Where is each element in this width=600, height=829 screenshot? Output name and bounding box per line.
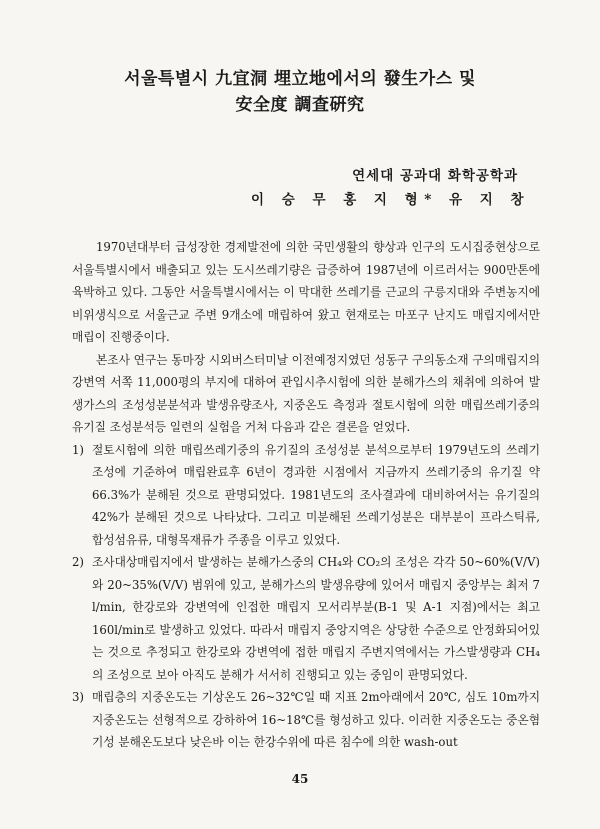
item-text: 매립층의 지중온도는 기상온도 26~32℃일 때 지표 2m아래에서 20℃, 심도 10m까지 지중온도는 선형적으로 강하하여 16~18℃를 형성하고 있다. 이러한 지중온도는 중온혐기성 분해온도보다 낮은바 이는 한강수위에 따른 침수에 의한 wash-out (92, 690, 540, 749)
item-number: 2) (72, 555, 84, 569)
item-number: 3) (72, 690, 84, 704)
page-number: 45 (291, 772, 309, 786)
result-item-3 (72, 686, 540, 754)
item-text: 조사대상매립지에서 발생하는 분해가스중의 CH₄와 CO₂의 조성은 각각 50~60%(V/V)와 20~35%(V/V) 범위에 있고, 분해가스의 발생유량에 있어서 매립지 중앙부는 최저 7 l/min, 한강로와 강변역에 인접한 매립지 모서리부분(B-1 및 A-1 지점)에서는 최고 160l/min로 발생하고 있었다. 따라서 매립지 중앙지역은 상당한 수준으로 안정화되어있는 것으로 추정되고 한강로와 강변역에 접한 매립지 주변지역에서는 가스발생량과 CH₄의 조성으로 보아 아직도 분해가 서서히 진행되고 있는 중임이 판명되었다. (92, 555, 540, 682)
paragraph-intro: 1970년대부터 급성장한 경제발전에 의한 국민생활의 향상과 인구의 도시집중현상으로 서울특별시에서 배출되고 있는 도시쓰레기량은 급증하여 1987년에 이르러서는 900만톤에 육박하고 있다. 그동안 서울특별시에서는 이 막대한 쓰레기를 근교의 구릉지대와 주변농지에 비위생식으로 서울근교 주변 9개소에 매립하여 왔고 현재로는 마포구 난지도 매립지에서만 매립이 진행중이다. (72, 240, 540, 344)
paragraph-method: 본조사 연구는 동마장 시외버스터미날 이전예정지였던 성동구 구의동소재 구의매립지의 강변역 서쪽 11,000평의 부지에 대하여 관입시추시험에 의한 분해가스의 채취에 의하여 발생가스의 조성성분분석과 발생유량조사, 지중온도 측정과 절토시험에 의한 매립쓰레기중의 유기질 조성분석등 일련의 실험을 거쳐 다음과 같은 결론을 얻었다. (72, 352, 540, 434)
result-item-1 (72, 439, 540, 552)
item-number: 1) (72, 442, 84, 457)
title-line-1: 서울특별시 九宜洞 埋立地에서의 發生가스 및 (124, 69, 476, 89)
item-text: 절토시험에 의한 매립쓰레기중의 유기질의 조성성분 분석으로부터 1979년도의 쓰레기조성에 기준하여 매립완료후 6년이 경과한 시점에서 지금까지 쓰레기중의 유기질 약 66.3%가 분해된 것으로 판명되었다. 1981년도의 조사결과에 대비하여서는 유기질의 42%가 분해된 것으로 나타났다. 그리고 미분해된 쓰레기성분은 대부분이 프라스틱류, 합성섬유류, 대형목재류가 주종을 이루고 있었다. (92, 442, 540, 547)
abstract-body (72, 236, 540, 754)
paper-title (60, 66, 540, 118)
title-line-2: 安全度 調査硏究 (235, 95, 365, 115)
author-affiliation: 연세대 공과대 화학공학과 (352, 168, 518, 184)
author-names: 이 승 무 홍 지 형* 유 지 창 (250, 192, 530, 208)
result-item-2 (72, 551, 540, 686)
